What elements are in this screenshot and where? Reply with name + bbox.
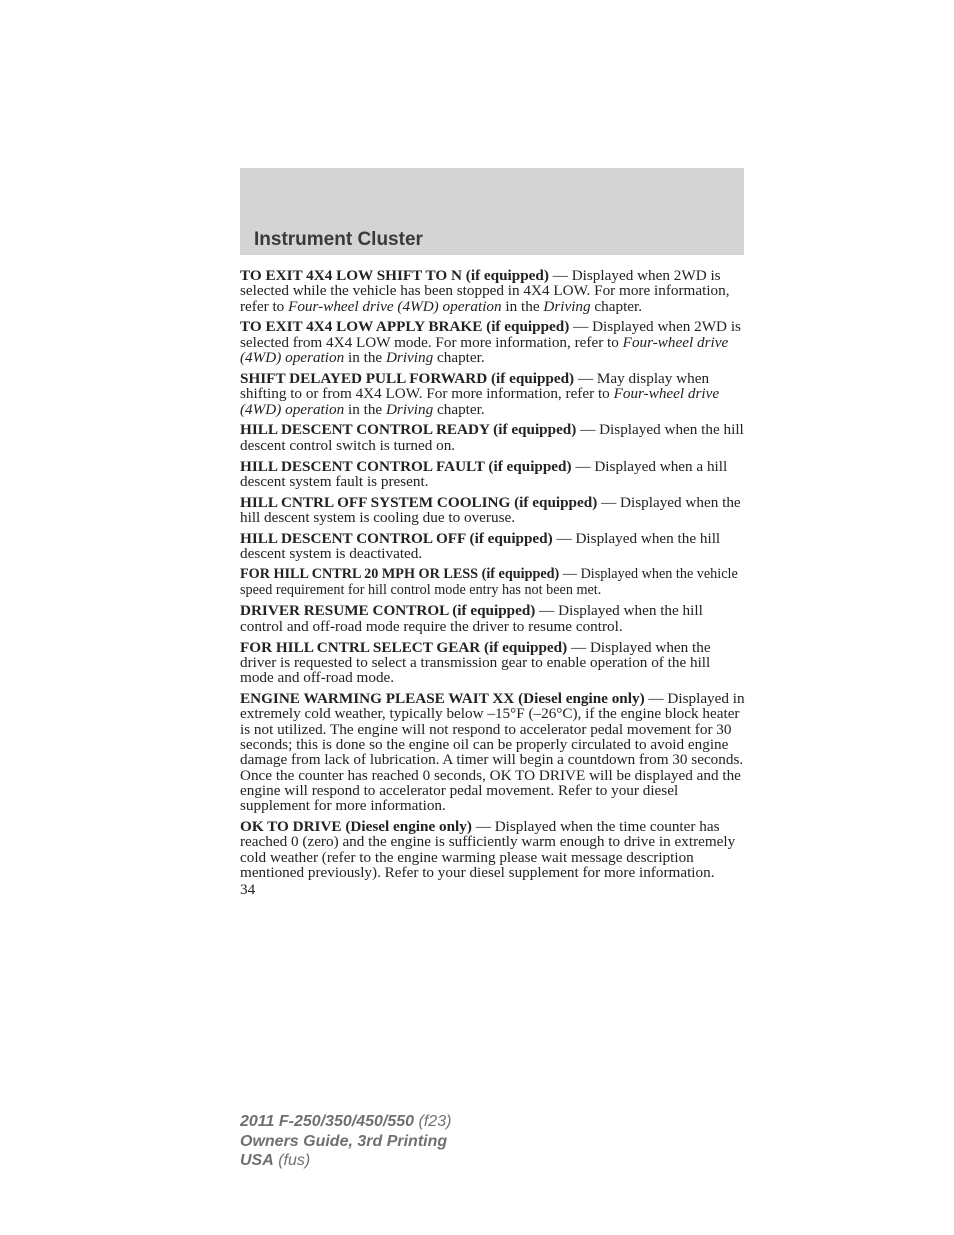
- message-term: HILL CNTRL OFF SYSTEM COOLING (if equipped): [240, 493, 598, 511]
- message-term: HILL DESCENT CONTROL OFF (if equipped): [240, 530, 553, 548]
- cross-reference: Four-wheel drive (4WD) operation: [240, 333, 729, 367]
- message-entry: HILL DESCENT CONTROL FAULT (if equipped) — Displayed when a hill descent system fault is present.: [240, 457, 728, 490]
- footer-edition-line: Owners Guide, 3rd Printing: [240, 1132, 448, 1150]
- message-entry: TO EXIT 4X4 LOW APPLY BRAKE (if equipped) — Displayed when 2WD is selected from 4X4 LOW mode. For more information, refer to Four-wheel drive (4WD) operation in the Driving chapter.: [240, 318, 741, 367]
- message-term: ENGINE WARMING PLEASE WAIT XX (Diesel engine only): [240, 690, 645, 708]
- page-number: 34: [240, 880, 256, 898]
- message-entry: DRIVER RESUME CONTROL (if equipped) — Displayed when the hill control and off-road mode require the driver to resume control.: [240, 602, 703, 635]
- section-title: Instrument Cluster: [254, 229, 423, 250]
- message-entry: TO EXIT 4X4 LOW SHIFT TO N (if equipped) — Displayed when 2WD is selected while the vehicle has been stopped in 4X4 LOW. For more information, refer to Four-wheel drive (4WD) operation in the Driving chapter.: [240, 267, 730, 315]
- document-footer: [240, 1112, 451, 1171]
- footer-market-line: USA (fus): [240, 1152, 311, 1169]
- message-entry: HILL DESCENT CONTROL READY (if equipped) — Displayed when the hill descent control switch is turned on.: [240, 421, 744, 454]
- message-entry: HILL DESCENT CONTROL OFF (if equipped) — Displayed when the hill descent system is deactivated.: [240, 530, 721, 563]
- footer-model-line: 2011 F-250/350/450/550 (f23): [240, 1113, 452, 1130]
- message-term: SHIFT DELAYED PULL FORWARD (if equipped): [240, 369, 575, 387]
- message-list: [240, 268, 746, 897]
- section-header-band: [240, 168, 744, 255]
- message-term: TO EXIT 4X4 LOW SHIFT TO N (if equipped): [240, 267, 549, 284]
- message-entry: SHIFT DELAYED PULL FORWARD (if equipped) — May display when shifting to or from 4X4 LOW. For more information, refer to Four-wheel drive (4WD) operation in the Driving chapter.: [240, 369, 720, 418]
- message-entry: FOR HILL CNTRL 20 MPH OR LESS (if equipped) — Displayed when the vehicle speed requirement for hill control mode entry has not been met.: [240, 566, 738, 598]
- message-term: HILL DESCENT CONTROL READY (if equipped): [240, 421, 577, 439]
- message-term: HILL DESCENT CONTROL FAULT (if equipped): [240, 457, 572, 475]
- message-entry: HILL CNTRL OFF SYSTEM COOLING (if equipped) — Displayed when the hill descent system is cooling due to overuse.: [240, 493, 741, 527]
- message-term: DRIVER RESUME CONTROL (if equipped): [240, 602, 536, 620]
- cross-reference: Four-wheel drive (4WD) operation: [288, 297, 502, 315]
- chapter-reference: Driving: [385, 400, 434, 418]
- message-entry: OK TO DRIVE (Diesel engine only) — Displayed when the time counter has reached 0 (zero) and the engine is sufficiently warm enough to drive in extremely cold weather (refer to the engine warming please wait message description mentioned previously). Refer to your diesel supplement for more information.: [240, 818, 736, 881]
- message-entry: FOR HILL CNTRL SELECT GEAR (if equipped) — Displayed when the driver is requested to select a transmission gear to enable operation of the hill mode and off-road mode.: [240, 638, 711, 687]
- chapter-reference: Driving: [385, 349, 434, 367]
- chapter-reference: Driving: [543, 297, 591, 315]
- message-term: FOR HILL CNTRL 20 MPH OR LESS (if equipped): [240, 566, 560, 583]
- cross-reference: Four-wheel drive (4WD) operation: [240, 385, 720, 418]
- message-term: TO EXIT 4X4 LOW APPLY BRAKE (if equipped): [240, 318, 570, 336]
- message-term: FOR HILL CNTRL SELECT GEAR (if equipped): [240, 638, 568, 656]
- message-entry: ENGINE WARMING PLEASE WAIT XX (Diesel engine only) — Displayed in extremely cold weather, typically below –15°F (–26°C), if the engine block heater is not utilized. The engine will not respond to accelerator pedal movement for 30 seconds; this is done so the engine oil can be properly circulated to avoid engine damage from lack of lubrication. A timer will begin a countdown from 30 seconds. Once the counter has reached 0 seconds, OK TO DRIVE will be displayed and the engine will respond to accelerator pedal movement. Refer to your diesel supplement for more information.: [240, 690, 745, 815]
- message-term: OK TO DRIVE (Diesel engine only): [240, 818, 472, 836]
